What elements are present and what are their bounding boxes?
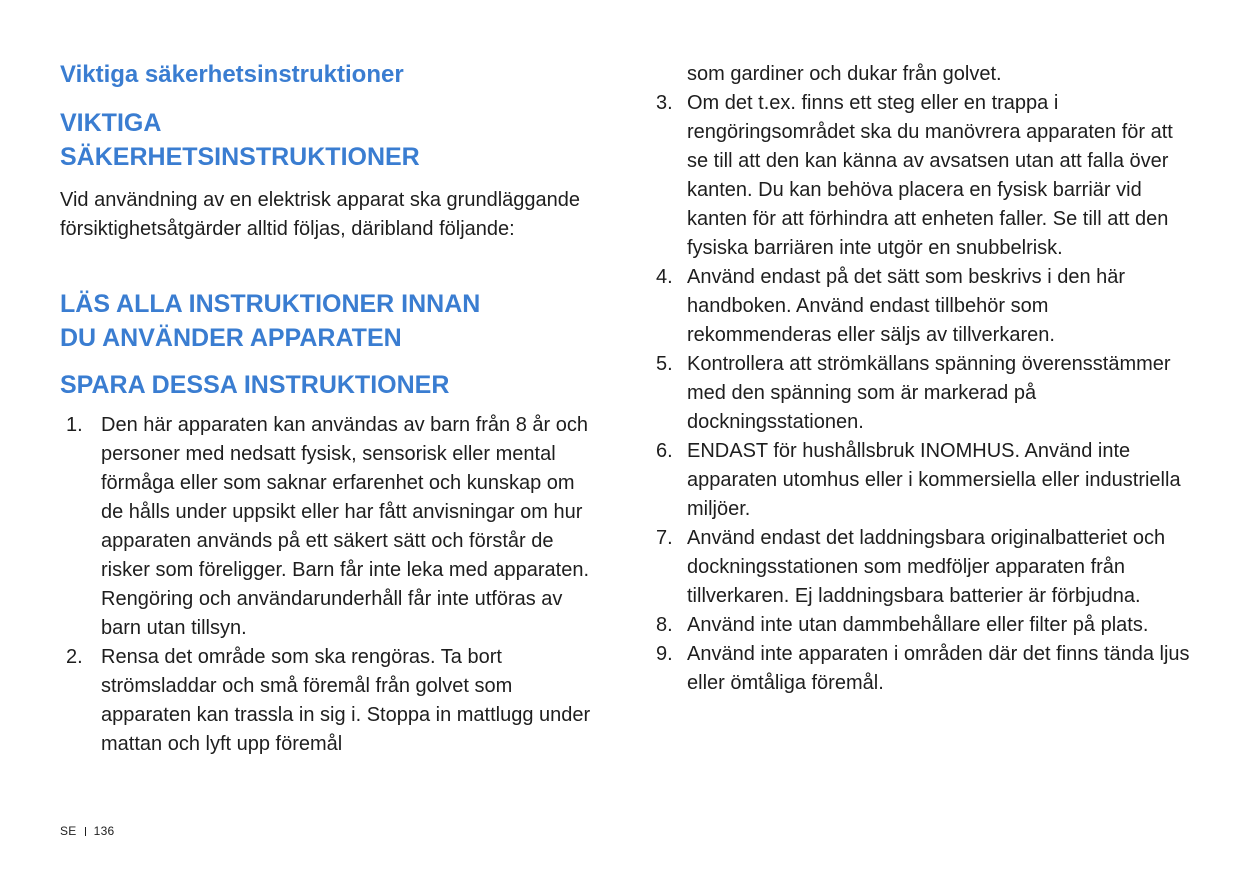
item-text: Kontrollera att strömkällans spänning överensstämmer med den spänning som är markerad på dockningsstationen. [687,353,1171,433]
item-text: Använd endast på det sätt som beskrivs i den här handboken. Använd endast tillbehör som rekommenderas eller säljs av tillverkaren. [687,266,1126,346]
list-item [656,350,1196,437]
item-number: 4. [656,266,673,288]
instruction-list-left [66,411,600,759]
item-number: 2. [66,646,83,668]
item-number: 9. [656,643,673,665]
list-item [656,524,1196,611]
item-number: 1. [66,414,83,436]
item-text: Använd endast det laddningsbara originalbatteriet och dockningsstationen som medföljer apparaten från tillverkaren. Ej laddningsbara batterier är förbjudna. [687,527,1166,607]
page-footer [60,824,115,838]
list-item [656,263,1196,350]
heading-save-instructions: SPARA DESSA INSTRUKTIONER [60,371,450,399]
item-number: 3. [656,92,673,114]
list-item [656,437,1196,524]
intro-paragraph: Vid användning av en elektrisk apparat ska grundläggande försiktighetsåtgärder alltid följas, däribland följande: [60,189,580,240]
list-item [656,611,1196,640]
heading-important-line1: VIKTIGA [60,109,162,137]
item-number: 8. [656,614,673,636]
page-title: Viktiga säkerhetsinstruktioner [60,61,404,88]
item-number: 7. [656,527,673,549]
item-text: ENDAST för hushållsbruk INOMHUS. Använd inte apparaten utomhus eller i kommersiella eller industriella miljöer. [687,440,1181,520]
item-text: Om det t.ex. finns ett steg eller en trappa i rengöringsområdet ska du manövrera apparaten för att se till att den kan känna av avsatsen utan att falla över kanten. Du kan behöva placera en fysisk barriär vid kanten för att förhindra att enheten faller. Se till att den fysiska barriären inte utgör en snubbelrisk. [687,92,1173,259]
list-item [656,89,1196,263]
footer-language: SE [60,824,77,838]
footer-divider [85,827,86,836]
item-text: Använd inte utan dammbehållare eller filter på plats. [687,614,1149,636]
heading-read-all-line2: DU ANVÄNDER APPARATEN [60,324,402,352]
list-item-continuation [656,60,1196,89]
list-item [656,640,1196,698]
heading-read-all-line1: LÄS ALLA INSTRUKTIONER INNAN [60,290,481,318]
heading-important-safety [60,106,600,174]
instruction-list-right [656,60,1196,698]
item-text: som gardiner och dukar från golvet. [687,63,1002,85]
item-text: Använd inte apparaten i områden där det finns tända ljus eller ömtåliga föremål. [687,643,1190,694]
item-number: 5. [656,353,673,375]
footer-page-number: 136 [93,824,115,838]
heading-read-all [60,287,600,355]
item-text: Den här apparaten kan användas av barn från 8 år och personer med nedsatt fysisk, sensorisk eller mental förmåga eller som saknar erfarenhet och kunskap om de hålls under uppsikt eller har fått anvisningar om hur apparaten används på ett säkert sätt och förstår de risker som föreligger. Barn får inte leka med apparaten. Rengöring och användarunderhåll får inte utföras av barn utan tillsyn. [101,414,590,639]
list-item [66,411,600,643]
item-number: 6. [656,440,673,462]
heading-important-line2: SÄKERHETSINSTRUKTIONER [60,143,420,171]
item-text: Rensa det område som ska rengöras. Ta bort strömsladdar och små föremål från golvet som apparaten kan trassla in sig i. Stoppa in mattlugg under mattan och lyft upp föremål [101,646,591,755]
list-item [66,643,600,759]
